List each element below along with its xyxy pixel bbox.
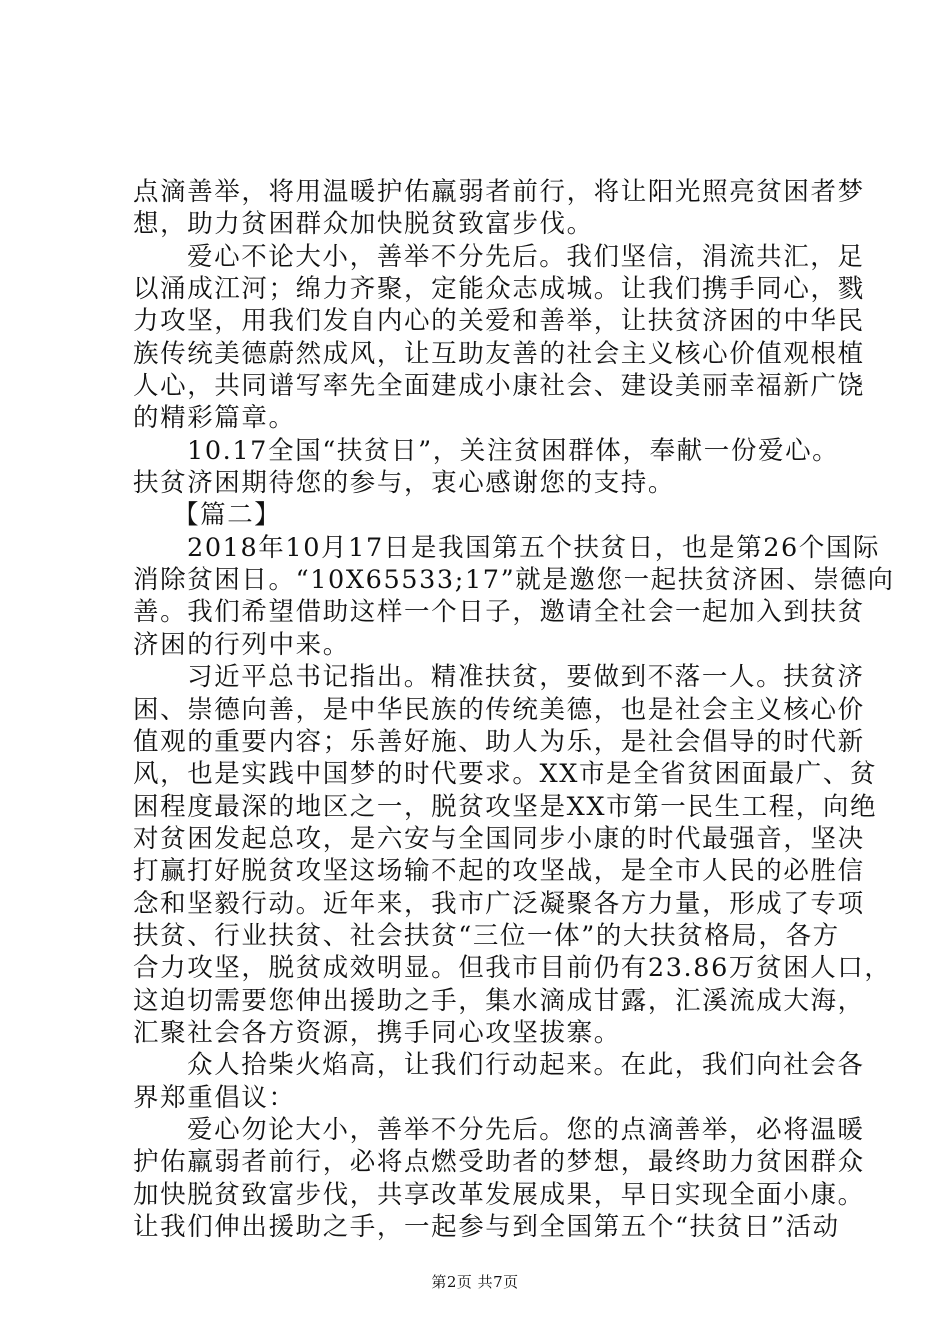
text-line: 界郑重倡议： — [133, 1082, 296, 1113]
paragraph-start-line: 众人拾柴火焰高，让我们行动起来。在此，我们向社会各 — [187, 1050, 865, 1081]
text-line: 值观的重要内容；乐善好施、助人为乐，是社会倡导的时代新 — [133, 726, 865, 757]
text-line: 点滴善举，将用温暖护佑羸弱者前行，将让阳光照亮贫困者梦 — [133, 177, 865, 207]
text-line: 济困的行列中来。 — [133, 629, 350, 660]
text-line: 困程度最深的地区之一，脱贫攻坚是XX市第一民生工程，向绝 — [133, 791, 878, 822]
text-line: 消除贫困日。“10X65533;17”就是邀您一起扶贫济困、崇德向 — [133, 565, 895, 596]
text-line: 对贫困发起总攻，是六安与全国同步小康的时代最强音，坚决 — [133, 823, 865, 854]
text-line: 扶贫、行业扶贫、社会扶贫“三位一体”的大扶贫格局，各方 — [133, 920, 840, 951]
paragraph-start-line: 习近平总书记指出。精准扶贫，要做到不落一人。扶贫济 — [187, 662, 865, 693]
text-line: 善。我们希望借助这样一个日子，邀请全社会一起加入到扶贫 — [133, 597, 865, 628]
text-line: 护佑羸弱者前行，必将点燃受助者的梦想，最终助力贫困群众 — [133, 1147, 865, 1178]
text-line: 让我们伸出援助之手，一起参与到全国第五个“扶贫日”活动 — [133, 1212, 840, 1242]
text-line: 人心，共同谱写率先全面建成小康社会、建设美丽幸福新广饶 — [133, 371, 865, 402]
section-heading: 【篇二】 — [173, 500, 282, 531]
paragraph-start-line: 2018年10月17日是我国第五个扶贫日，也是第26个国际 — [187, 532, 881, 563]
text-line: 以涌成江河；绵力齐聚，定能众志成城。让我们携手同心，戮 — [133, 274, 865, 305]
text-line: 族传统美德蔚然成风，让互助友善的社会主义核心价值观根植 — [133, 338, 865, 369]
text-line: 合力攻坚，脱贫成效明显。但我市目前仍有23.86万贫困人口， — [133, 953, 892, 984]
text-line: 想，助力贫困群众加快脱贫致富步伐。 — [133, 209, 594, 240]
document-body — [133, 176, 895, 1243]
paragraph-start-line: 爱心勿论大小，善举不分先后。您的点滴善举，必将温暖 — [187, 1114, 865, 1145]
text-line: 的精彩篇章。 — [133, 403, 296, 434]
text-line: 念和坚毅行动。近年来，我市广泛凝聚各方力量，形成了专项 — [133, 888, 865, 919]
text-line: 打赢打好脱贫攻坚这场输不起的攻坚战，是全市人民的必胜信 — [133, 856, 865, 887]
paragraph-start-line: 爱心不论大小，善举不分先后。我们坚信，涓流共汇，足 — [187, 241, 865, 272]
text-line: 这迫切需要您伸出援助之手，集水滴成甘露，汇溪流成大海， — [133, 985, 865, 1016]
text-line: 加快脱贫致富步伐，共享改革发展成果，早日实现全面小康。 — [133, 1179, 865, 1210]
text-line: 扶贫济困期待您的参与，衷心感谢您的支持。 — [133, 468, 676, 499]
text-line: 汇聚社会各方资源，携手同心攻坚拔寨。 — [133, 1017, 621, 1048]
paragraph-start-line: 10.17全国“扶贫日”，关注贫困群体，奉献一份爱心。 — [187, 435, 840, 466]
text-line: 风，也是实践中国梦的时代要求。XX市是全省贫困面最广、贫 — [133, 759, 878, 790]
page-number-footer: 第2页 共7页 — [431, 1273, 519, 1291]
text-line: 力攻坚，用我们发自内心的关爱和善举，让扶贫济困的中华民 — [133, 306, 865, 337]
text-line: 困、崇德向善，是中华民族的传统美德，也是社会主义核心价 — [133, 694, 865, 725]
